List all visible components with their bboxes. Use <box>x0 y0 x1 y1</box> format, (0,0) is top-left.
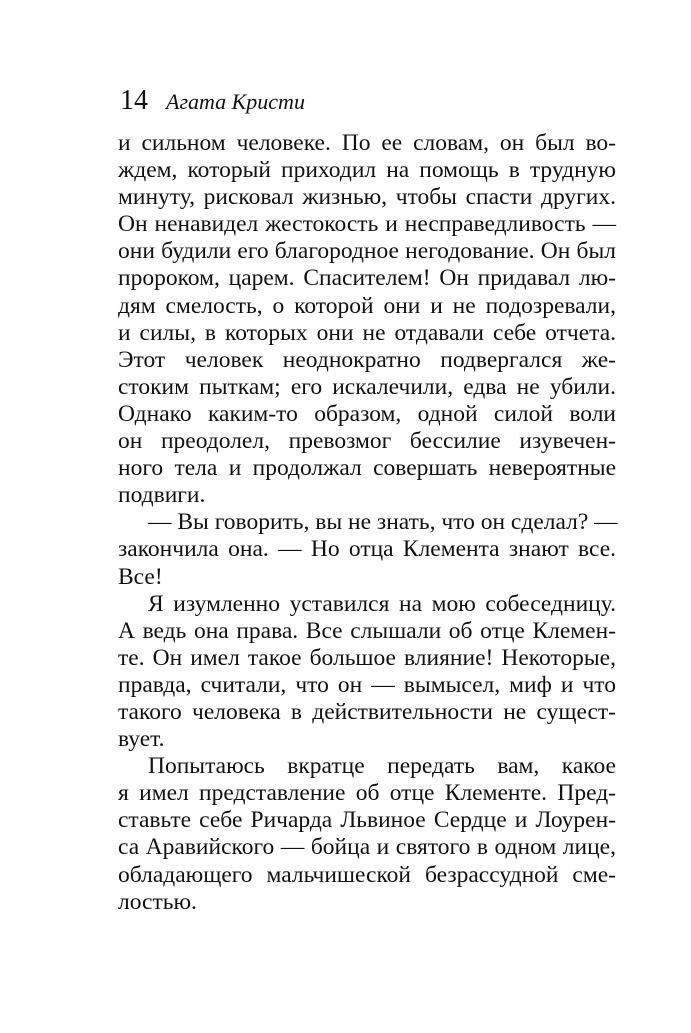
page-header <box>120 84 620 118</box>
page-number: 14 <box>120 85 148 116</box>
text-line: и силы, в которых они не отдавали себе отчета. <box>118 319 616 346</box>
text-line: те. Он имел такое большое влияние! Некоторые, <box>118 644 616 671</box>
text-line: Я изумленно уставился на мою собеседницу. <box>148 590 616 617</box>
text-line: стоким пыткам; его искалечили, едва не убили. <box>118 373 616 400</box>
text-line: пророком, царем. Спасителем! Он придавал лю- <box>118 265 616 292</box>
text-line: Он ненавидел жестокость и несправедливость — <box>118 211 616 238</box>
text-line: Все! <box>118 563 163 590</box>
text-line: минуту, рисковал жизнью, чтобы спасти других. <box>118 184 616 211</box>
body-text <box>118 130 616 916</box>
text-line: Этот человек неоднократно подвергался же- <box>118 346 616 373</box>
text-line: он преодолел, превозмог бессилие изувечен- <box>118 428 616 455</box>
text-line: ждем, который приходил на помощь в трудную <box>118 157 616 184</box>
text-line: подвиги. <box>118 482 206 509</box>
text-line: вует. <box>118 726 165 753</box>
text-line: закончила она. — Но отца Клемента знают все. <box>118 536 616 563</box>
text-line: — Вы говорить, вы не знать, что он сделал? — <box>148 509 618 536</box>
text-line: дям смелость, о которой они и не подозревали, <box>118 292 616 319</box>
running-title: Агата Кристи <box>166 89 305 114</box>
text-line: обладающего мальчишеской безрассудной сме- <box>118 861 616 888</box>
text-line: ставьте себе Ричарда Львиное Сердце и Лоурен- <box>118 807 616 834</box>
text-line: са Аравийского — бойца и святого в одном лице, <box>118 834 616 861</box>
text-line: и сильном человеке. По ее словам, он был во- <box>118 130 616 156</box>
text-line: лостью. <box>118 888 197 915</box>
text-line: Однако каким-то образом, одной силой воли <box>118 400 616 427</box>
text-line: я имел представление об отце Клементе. Пред- <box>118 780 616 807</box>
text-line: А ведь она права. Все слышали об отце Клемен- <box>118 617 616 644</box>
text-line: такого человека в действительности не сущест- <box>118 698 616 725</box>
text-line: ного тела и продолжал совершать невероятные <box>118 455 616 482</box>
text-line: Попытаюсь вкратце передать вам, какое <box>148 753 616 780</box>
text-line: они будили его благородное негодование. Он был <box>118 238 616 265</box>
text-line: правда, считали, что он — вымысел, миф и что <box>118 671 616 698</box>
